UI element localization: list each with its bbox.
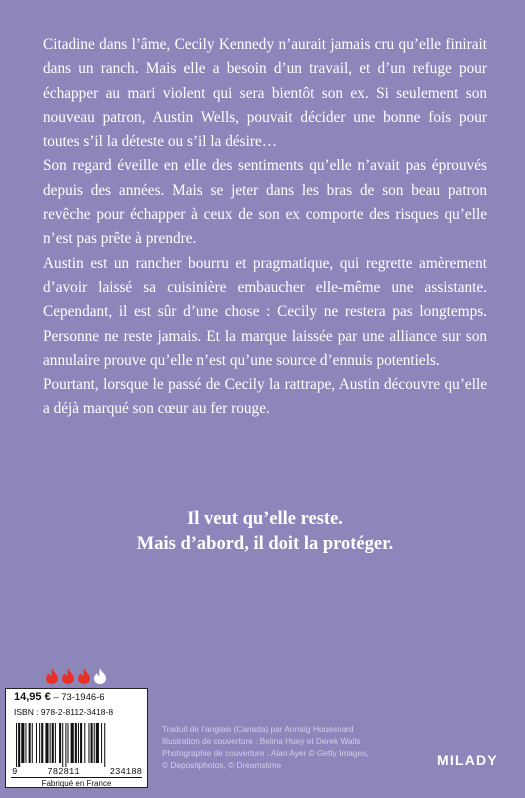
heat-rating [45,668,107,684]
publisher-logo: MILADY [437,752,498,768]
flame-filled-icon [45,668,59,684]
illustration-credit: Illustration de couverture : Belina Huey et Derek Walls [162,735,361,746]
price: 14,95 € [14,691,51,703]
isbn: ISBN : 978-2-8112-3418-8 [14,707,114,717]
translation-credit: Traduit de l’anglais (Canada) par Annaïg Houesnard [162,724,354,734]
barcode-graphic [12,723,142,767]
blurb-paragraph: Son regard éveille en elle des sentiments qu’elle n’avait pas éprouvés depuis des années. Mais se jeter dans les bras de son beau patron revêche pour échapper à ceux de son ex comporte des risques qu’elle n’est pas prête à prendre. [43,157,487,248]
blurb-paragraph: Austin est un rancher bourru et pragmatique, qui regrette amèrement d’avoir laissé sa cuisinière embaucher elle-même une assistante. Cependant, il est sûr d’une chose : Cecily ne restera pas longtemps. Personne ne reste jamais. Et la marque laissée par une alliance sur son annulaire prouve qu’elle n’est qu’une source d’ennuis potentiels. [43,254,487,369]
tagline-line-2: Mais d’abord, il doit la protéger. [136,534,394,554]
flame-filled-icon [61,668,75,684]
blurb-paragraph: Citadine dans l’âme, Cecily Kennedy n’aurait jamais cru qu’elle finirait dans un ranch. Mais elle a besoin d’un travail, et d’un refuge pour échapper au mari violent qui sera bientôt son ex. Si seulement son nouveau patron, Austin Wells, pouvait décider une bonne fois pour toutes s’il la déteste ou s’il la désire… [43,36,487,151]
credits [162,724,372,772]
barcode-digits [12,767,142,777]
tagline-line-1: Il veut qu’elle reste. [187,509,343,529]
barcode-box [5,688,148,788]
product-code: – 73-1946-6 [53,692,105,703]
made-in-label: Fabriqué en France [11,777,142,789]
flame-empty-icon [93,668,107,684]
tagline [43,507,487,557]
photography-credit-cont: © Depositphotos, © Dreamstime [162,759,282,770]
blurb-paragraph: Pourtant, lorsque le passé de Cecily la rattrape, Austin découvre qu’elle a déjà marqué son cœur au fer rouge. [43,376,487,418]
photography-credit: Photographie de couverture : Alan Ayer © Getty Images, [162,747,369,758]
barcode-digit-group: 234188 [109,767,142,777]
barcode-digit-group: 9 [12,767,18,777]
barcode-digit-group: 782811 [47,767,80,777]
flame-filled-icon [77,668,91,684]
price-line [14,691,105,703]
back-cover-blurb [43,33,487,422]
